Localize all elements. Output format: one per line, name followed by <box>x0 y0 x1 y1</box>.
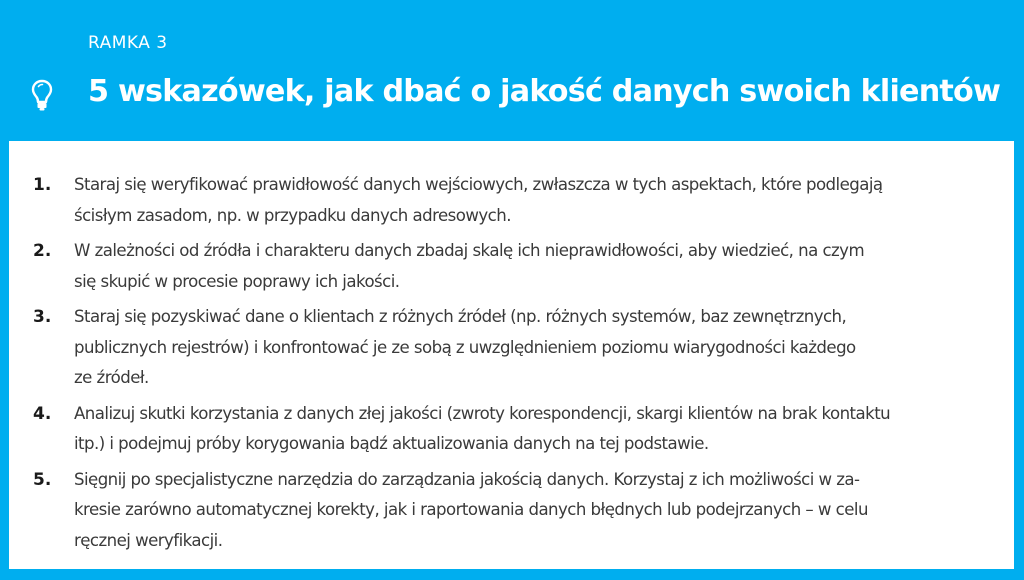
item-number: 2. <box>33 241 52 261</box>
item-line: Analizuj skutki korzystania z danych złej jakości (zwroty korespondencji, skargi klientów na brak kontaktu <box>74 403 891 423</box>
list-item <box>9 302 1014 394</box>
item-line: W zależności od źródła i charakteru danych zbadaj skalę ich nieprawidłowości, aby wiedzieć, na czym <box>74 241 865 260</box>
list-item <box>9 399 1014 460</box>
tips-list <box>9 170 1014 561</box>
item-number: 4. <box>33 403 52 424</box>
list-item <box>9 170 1014 231</box>
item-line: kresie zarówno automatycznej korekty, jak i raportowania danych błędnych lub podejrzanych – w celu <box>74 500 868 519</box>
tips-panel <box>9 141 1014 569</box>
item-number: 5. <box>33 469 52 490</box>
lightbulb-icon <box>31 79 53 111</box>
list-item <box>9 465 1014 557</box>
item-line: Sięgnij po specjalistyczne narzędzia do zarządzania jakością danych. Korzystaj z ich możliwości w za- <box>74 469 860 489</box>
box-title: 5 wskazówek, jak dbać o jakość danych swoich klientów <box>88 74 1001 109</box>
item-number: 3. <box>33 307 52 327</box>
item-line: Staraj się weryfikować prawidłowość danych wejściowych, zwłaszcza w tych aspektach, które podlegają <box>74 175 883 194</box>
item-number: 1. <box>33 175 52 195</box>
box-label: RAMKA 3 <box>88 33 168 53</box>
item-line: ze źródeł. <box>74 368 149 387</box>
list-item <box>9 236 1014 297</box>
item-line: ścisłym zasadom, np. w przypadku danych adresowych. <box>74 205 511 225</box>
item-line: itp.) i podejmuj próby korygowania bądź aktualizowania danych na tej podstawie. <box>74 434 709 453</box>
item-line: ręcznej weryfikacji. <box>74 530 223 550</box>
item-line: się skupić w procesie poprawy ich jakości. <box>74 271 400 291</box>
item-line: Staraj się pozyskiwać dane o klientach z różnych źródeł (np. różnych systemów, baz zewnętrznych, <box>74 307 847 326</box>
item-line: publicznych rejestrów) i konfrontować je ze sobą z uwzględnieniem poziomu wiarygodności każdego <box>74 337 856 357</box>
